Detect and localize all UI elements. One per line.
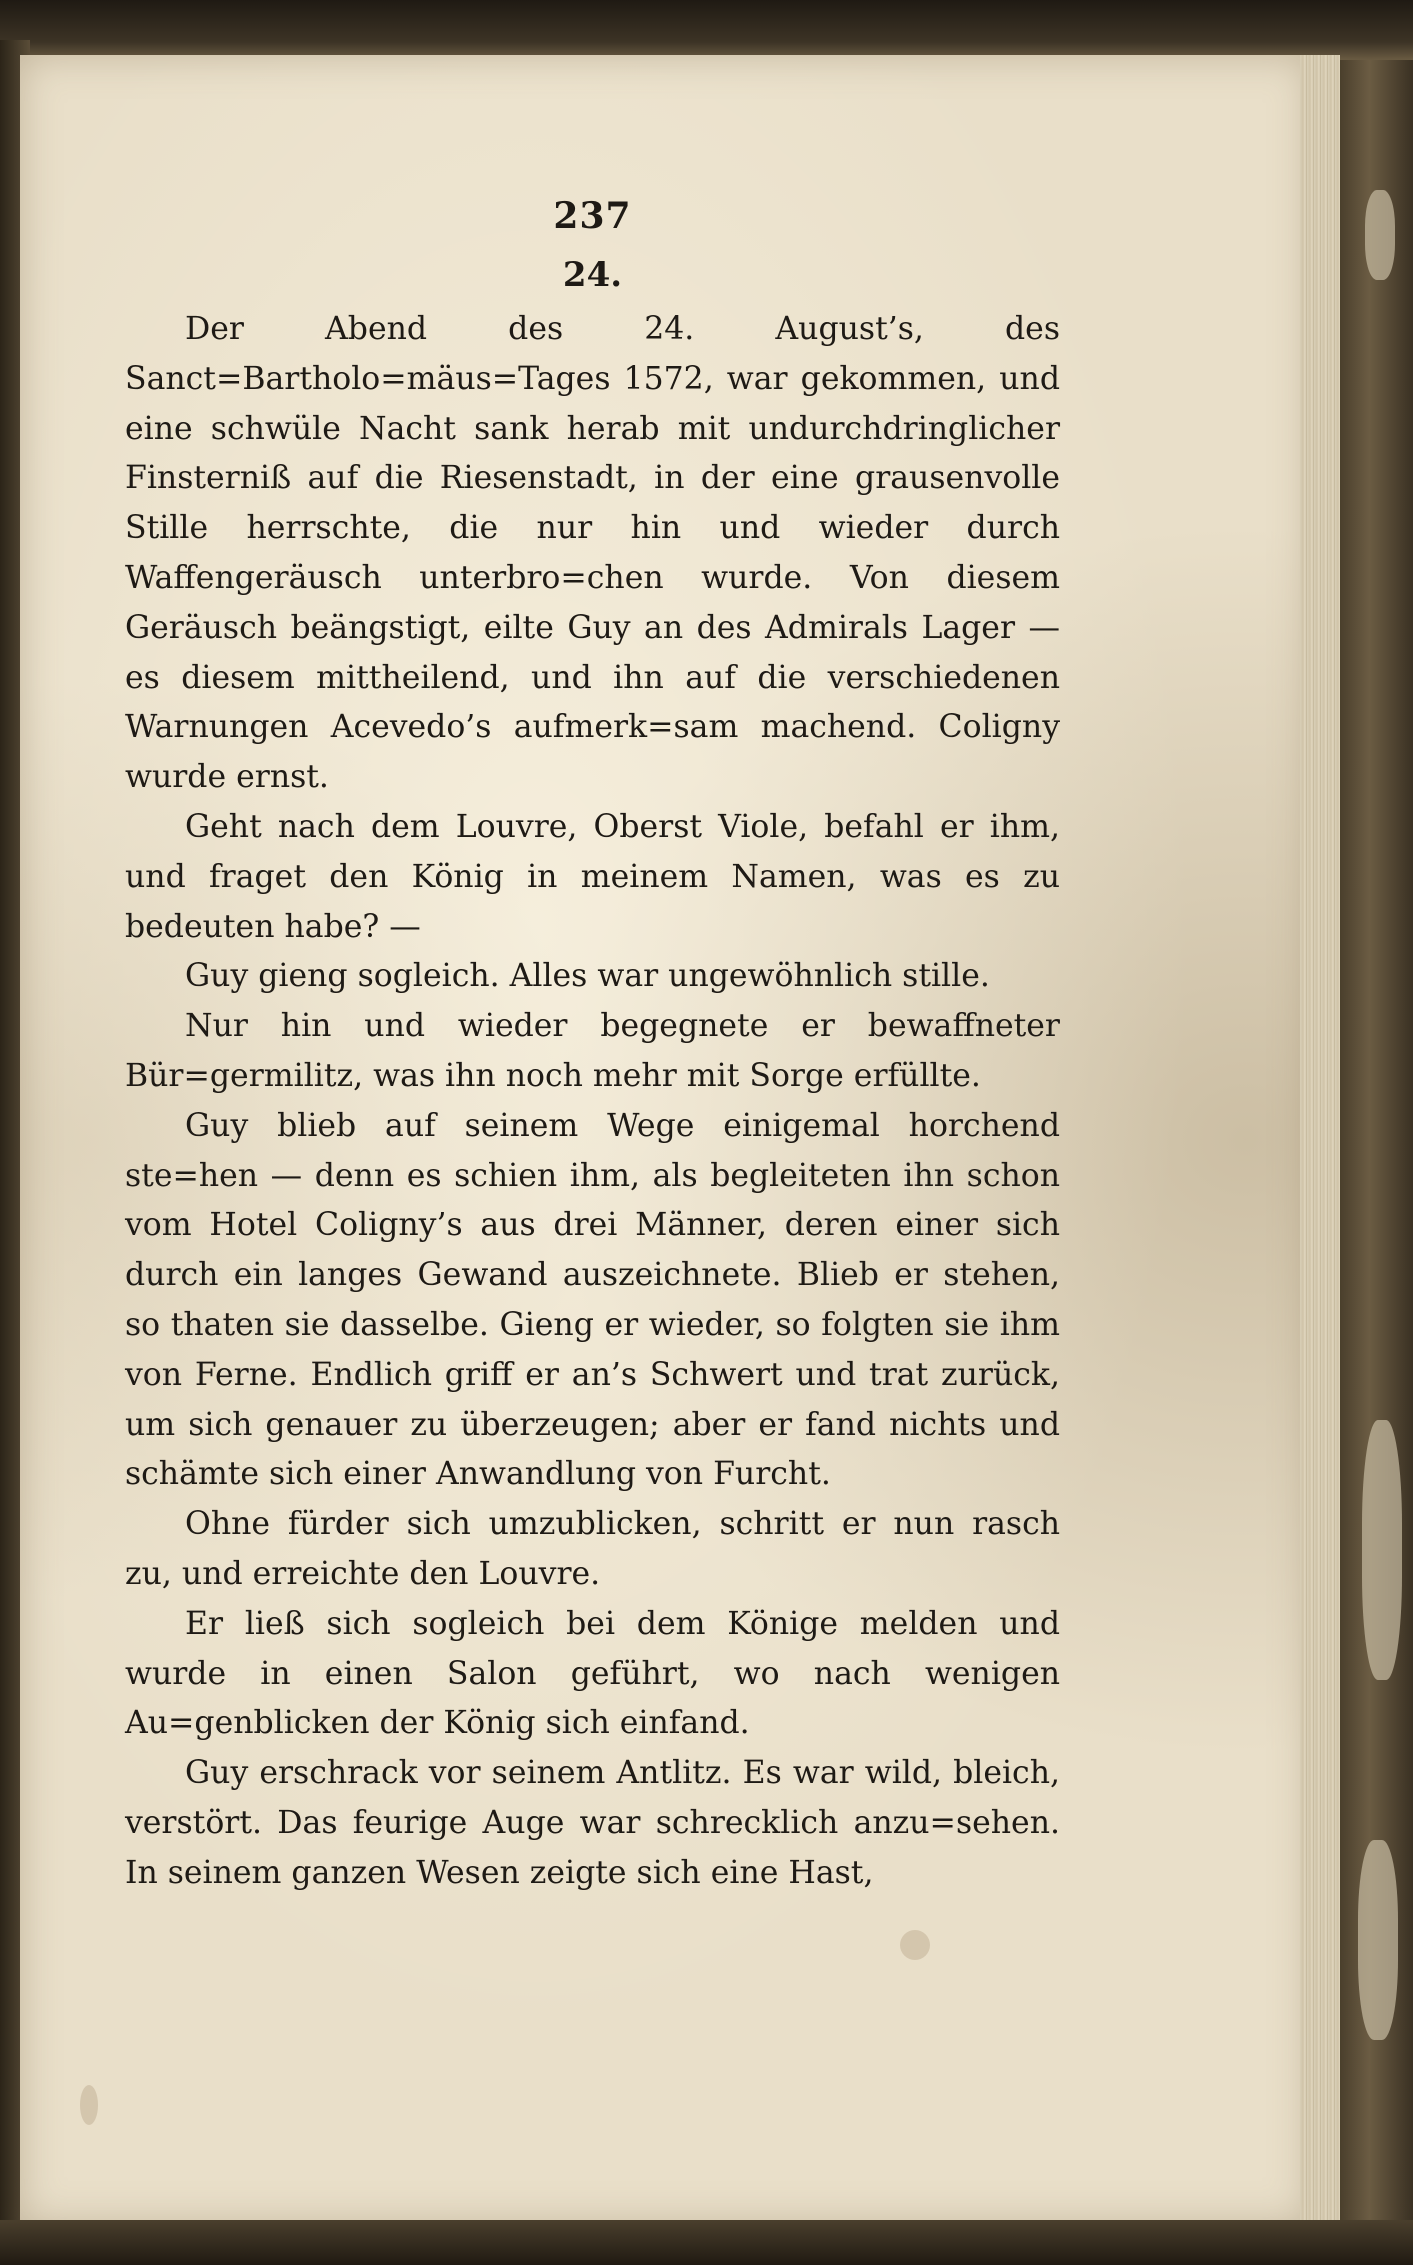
paragraph: Guy erschrack vor seinem Antlitz. Es war wild, bleich, verstört. Das feurige Auge war schrecklich anzu=sehen. In seinem ganzen Wesen zeigte sich eine Hast, [125, 1755, 1060, 1891]
cover-wear [1358, 1840, 1398, 2040]
chapter-number: 24. [562, 255, 623, 295]
cover-wear [1362, 1420, 1402, 1680]
paragraph: Guy gieng sogleich. Alles war ungewöhnlich stille. [185, 958, 990, 995]
paper-stain [80, 2085, 98, 2125]
paper-stain [900, 1930, 930, 1960]
page-number: 237 [553, 195, 632, 237]
paragraph: Ohne fürder sich umzublicken, schritt er nun rasch zu, und erreichte den Louvre. [125, 1506, 1060, 1592]
page-edges [1300, 55, 1340, 2235]
paragraph: Geht nach dem Louvre, Oberst Viole, befahl er ihm, und fraget den König in meinem Namen, was es zu bedeuten habe? — [125, 808, 1060, 945]
paragraph: Er ließ sich sogleich bei dem Könige melden und wurde in einen Salon geführt, wo nach wenigen Au=genblicken der König sich einfand. [125, 1605, 1060, 1742]
paragraph: Nur hin und wieder begegnete er bewaffneter Bür=germilitz, was ihn noch mehr mit Sorge erfüllte. [125, 1008, 1060, 1094]
top-scan-edge [0, 0, 1413, 60]
page-text [125, 195, 1060, 1899]
paragraph: Der Abend des 24. August’s, des Sanct=Bartholo=mäus=Tages 1572, war gekommen, und eine schwüle Nacht sank herab mit undurchdringlicher Finsterniß auf die Riesenstadt, in der eine grausenvolle Stille herrschte, die nur hin und wieder durch Waffengeräusch unterbro=chen wurde. Von diesem Geräusch beängstigt, eilte Guy an des Admirals Lager — es diesem mittheilend, und ihn auf die verschiedenen Warnungen Acevedo’s aufmerk=sam machend. Coligny wurde ernst. [125, 311, 1060, 796]
paragraph: Guy blieb auf seinem Wege einigemal horchend ste=hen — denn es schien ihm, als begleiteten ihn schon vom Hotel Coligny’s aus drei Männer, deren einer sich durch ein langes Gewand auszeichnete. Blieb er stehen, so thaten sie dasselbe. Gieng er wieder, so folgten sie ihm von Ferne. Endlich griff er an’s Schwert und trat zurück, um sich genauer zu überzeugen; aber er fand nichts und schämte sich einer Anwandlung von Furcht. [125, 1107, 1060, 1493]
bottom-scan-edge [0, 2220, 1413, 2265]
cover-wear [1365, 190, 1395, 280]
book-cover [1340, 60, 1413, 2230]
